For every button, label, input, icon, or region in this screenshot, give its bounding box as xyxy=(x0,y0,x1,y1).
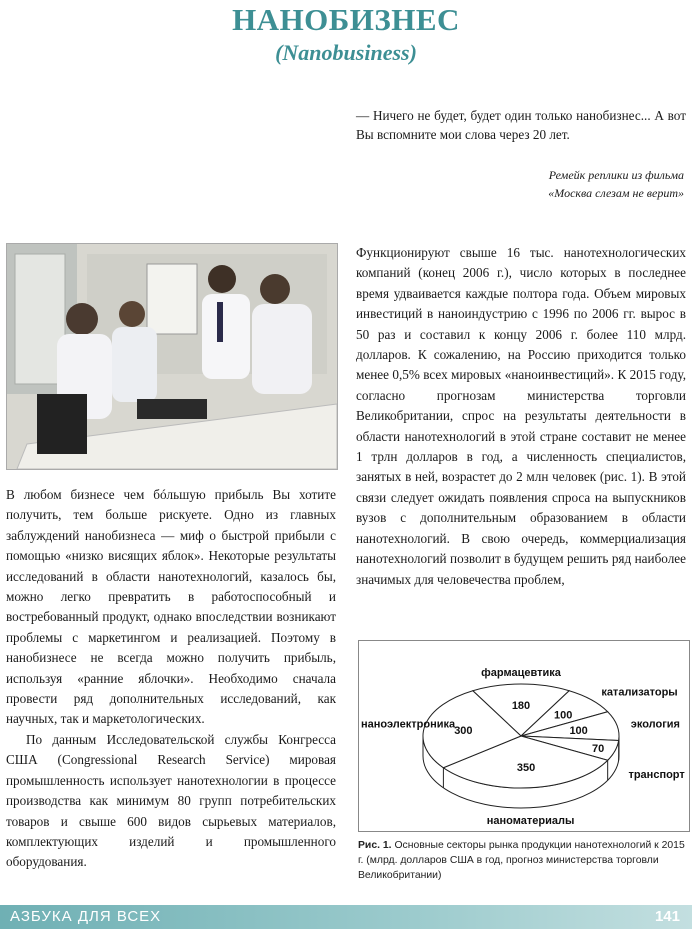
pie-value-label: 100 xyxy=(569,724,588,737)
epigraph-source xyxy=(354,166,684,202)
page-number: 141 xyxy=(654,908,680,925)
pie-category-label: фармацевтика xyxy=(481,667,561,679)
pie-chart xyxy=(358,640,690,832)
left-column xyxy=(6,485,336,873)
left-paragraph-1: В любом бизнесе чем бóльшую прибыль Вы хотите получить, тем больше рискуете. Одно из главных заблуждений нанобизнеса — миф о быстрой прибыли с помощью «низко висящих яблок». Некоторые результаты исследований в области нанотехнологий, казалось бы, можно легко превратить в работоспособный и востребованный продукт, однако впоследствии возникают проблемы с маркетингом и реализацией. Поэтому в нанобизнесе не всегда можно получить прибыль, используя «ранние яблочки». Необходимо сначала провести ряд дополнительных исследований, как научных, так и маркетологических. xyxy=(6,487,336,727)
pie-value-label: 70 xyxy=(591,743,605,756)
epigraph-source-line2: «Москва слезам не верит» xyxy=(548,186,684,200)
figure-caption xyxy=(358,838,690,883)
pie-value-label: 100 xyxy=(553,709,573,722)
pie-value-label: 300 xyxy=(454,724,473,737)
pie-category-label: экология xyxy=(630,718,680,731)
pie-category-label: наноматериалы xyxy=(486,814,575,827)
page-subtitle: (Nanobusiness) xyxy=(275,40,417,65)
pie-chart-svg xyxy=(359,641,689,831)
pie-category-label: наноэлектроника xyxy=(361,718,456,731)
pie-category-label: катализаторы xyxy=(601,686,678,699)
footer-series-title: АЗБУКА ДЛЯ ВСЕХ xyxy=(10,908,162,925)
footer-bar xyxy=(0,905,692,929)
pie-value-label: 180 xyxy=(511,699,531,712)
photo-illustration-icon xyxy=(7,244,337,469)
right-paragraph-1: Функционируют свыше 16 тыс. нанотехнологических компаний (конец 2006 г.), число которых в последнее время удваивается каждые полтора года. Объем мировых инвестиций в наноиндустрию с 1996 по 2006 гг. вырос в 50 раз и составил к концу 2006 г. более 110 млрд. долларов. К сожалению, на Россию приходится только менее 0,5% всех мировых «наноинвестиций». К 2015 году, согласно прогнозам министерства торговли Великобритании, спрос на результаты деятельности в области нанотехнологий в этой стране составит не менее 1 трлн долларов в год, а численность специалистов, занятых в ней, возрастет до 2 млн человек (рис. 1). В этой связи следует ожидать появления спроса на выпускников вузов с дополнительным образованием в области нанотехнологий. В свою очередь, коммерциализация нанотехнологий позволит в будущем решить ряд наиболее значимых для человечества проблем, xyxy=(356,245,686,587)
figure-caption-text: Основные секторы рынка продукции нанотехнологий к 2015 г. (млрд. долларов США в год, прогноз министерства торговли Великобритании) xyxy=(358,840,685,881)
figure-caption-label: Рис. 1. xyxy=(358,840,392,851)
epigraph-source-line1: Ремейк реплики из фильма xyxy=(548,168,684,182)
page-title: НАНОБИЗНЕС xyxy=(232,2,460,37)
epigraph-text: — Ничего не будет, будет один только нанобизнес... А вот Вы вспомните мои слова через 20 лет. xyxy=(356,108,686,142)
right-column xyxy=(356,243,686,590)
epigraph xyxy=(356,106,686,144)
business-meeting-photo xyxy=(6,243,338,470)
pie-value-label: 350 xyxy=(516,762,536,775)
pie-category-label: транспорт xyxy=(628,769,685,782)
left-paragraph-2: По данным Исследовательской службы Конгресса США (Congressional Research Service) мировая промышленность использует нанотехнологии в процессе производства как минимум 80 групп потребительских товаров и свыше 600 видов сырьевых материалов, комплектующих изделий и промышленного оборудования. xyxy=(6,731,336,870)
